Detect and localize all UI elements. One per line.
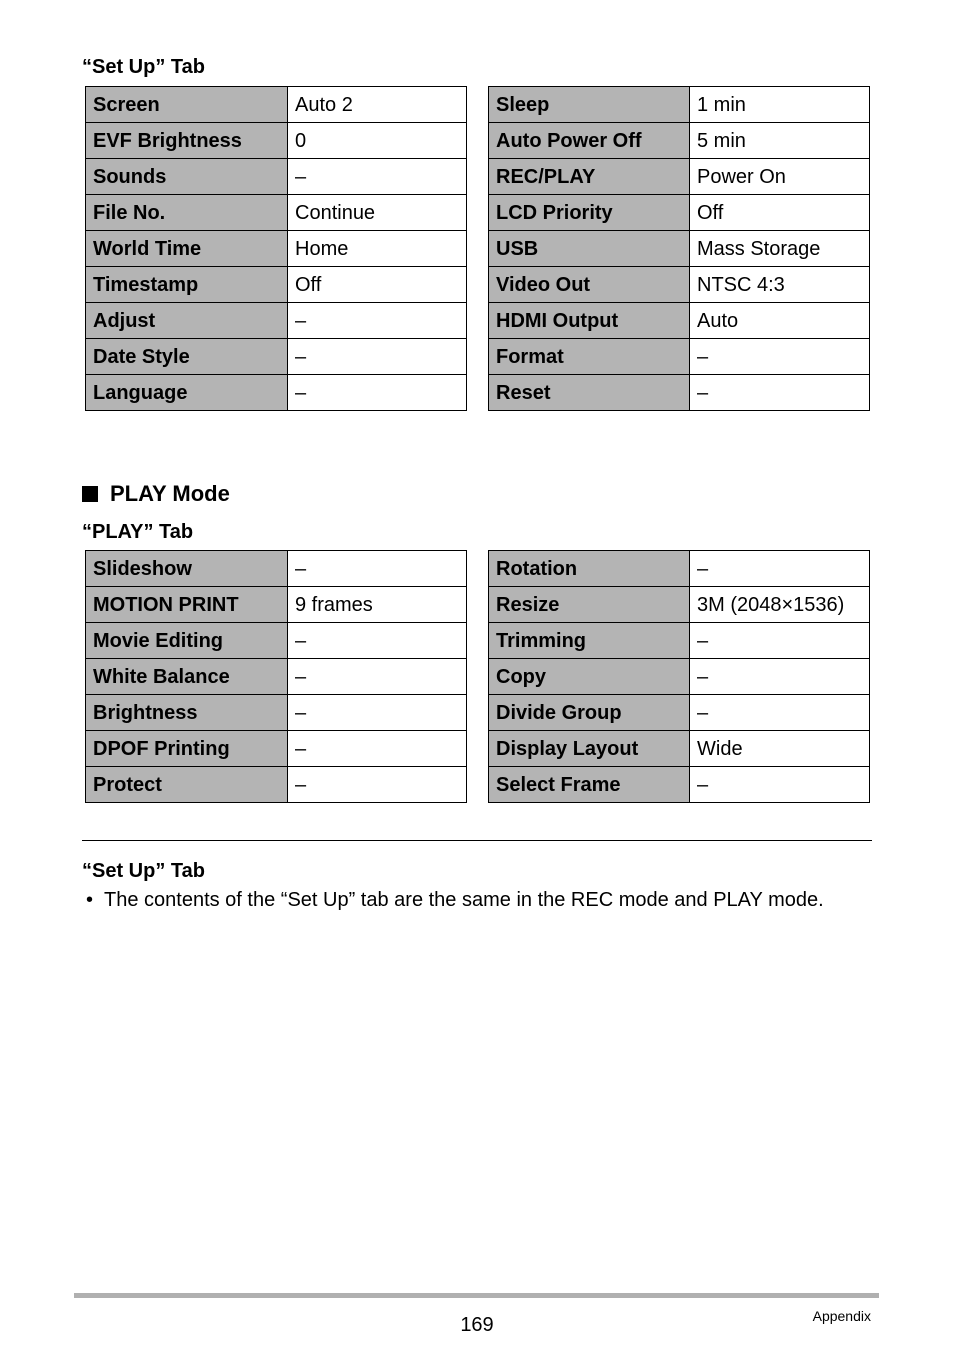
setting-name: LCD Priority [489, 195, 690, 231]
setup-note-text: The contents of the “Set Up” tab are the same in the REC mode and PLAY mode. [104, 889, 824, 911]
table-row [86, 731, 467, 767]
table-row [86, 339, 467, 375]
table-row [489, 195, 870, 231]
section-divider [82, 840, 872, 841]
setting-name: Sounds [86, 159, 288, 195]
setting-value: – [288, 159, 467, 195]
footer-section-label: Appendix [812, 1308, 871, 1324]
setting-name: Protect [86, 767, 288, 803]
table-row [489, 695, 870, 731]
table-row [489, 231, 870, 267]
setup-note [86, 888, 824, 912]
setting-name: Reset [489, 375, 690, 411]
setting-value: Home [288, 231, 467, 267]
setting-value: – [288, 303, 467, 339]
setting-name: Auto Power Off [489, 123, 690, 159]
play-mode-title-text: PLAY Mode [110, 481, 230, 506]
setting-name: Brightness [86, 695, 288, 731]
setting-value: Continue [288, 195, 467, 231]
setting-name: Language [86, 375, 288, 411]
table-row [489, 551, 870, 587]
setting-value: – [690, 551, 870, 587]
setting-value: Auto [690, 303, 870, 339]
table-row [489, 339, 870, 375]
setting-value: – [288, 659, 467, 695]
setting-name: Movie Editing [86, 623, 288, 659]
setting-name: Resize [489, 587, 690, 623]
setting-name: HDMI Output [489, 303, 690, 339]
setting-name: Timestamp [86, 267, 288, 303]
setup-tab-heading: “Set Up” Tab [82, 56, 205, 78]
page-number: 169 [460, 1314, 494, 1336]
table-row [489, 87, 870, 123]
table-row [86, 551, 467, 587]
table-row [489, 623, 870, 659]
setting-name: Format [489, 339, 690, 375]
setting-value: Power On [690, 159, 870, 195]
setting-value: 9 frames [288, 587, 467, 623]
setting-name: USB [489, 231, 690, 267]
play-table-left [85, 550, 467, 803]
table-row [489, 123, 870, 159]
setup-table-left [85, 86, 467, 411]
play-mode-title [82, 481, 230, 507]
setting-name: DPOF Printing [86, 731, 288, 767]
setting-name: File No. [86, 195, 288, 231]
setting-value: NTSC 4:3 [690, 267, 870, 303]
table-row [489, 267, 870, 303]
setup-table-right [488, 86, 870, 411]
setting-name: Screen [86, 87, 288, 123]
setting-value: 0 [288, 123, 467, 159]
table-row [86, 123, 467, 159]
table-row [489, 303, 870, 339]
setting-value: – [288, 767, 467, 803]
black-square-icon [82, 486, 98, 502]
setting-value: 1 min [690, 87, 870, 123]
setting-value: – [288, 339, 467, 375]
setup-play-heading: “Set Up” Tab [82, 860, 205, 882]
setting-value: – [288, 551, 467, 587]
table-row [489, 731, 870, 767]
setting-name: Select Frame [489, 767, 690, 803]
setting-value: Wide [690, 731, 870, 767]
setting-value: – [288, 731, 467, 767]
setting-name: EVF Brightness [86, 123, 288, 159]
play-tab-heading: “PLAY” Tab [82, 521, 194, 543]
setting-value: – [690, 767, 870, 803]
setting-name: White Balance [86, 659, 288, 695]
table-row [489, 767, 870, 803]
bullet-icon: • [86, 889, 94, 911]
setting-value: – [288, 375, 467, 411]
setting-value: 5 min [690, 123, 870, 159]
table-row [86, 659, 467, 695]
setting-value: 3M (2048×1536) [690, 587, 870, 623]
table-row [86, 695, 467, 731]
setting-name: MOTION PRINT [86, 587, 288, 623]
setting-name: Video Out [489, 267, 690, 303]
table-row [489, 159, 870, 195]
setting-value: – [690, 695, 870, 731]
setting-value: – [690, 375, 870, 411]
table-row [86, 231, 467, 267]
setting-value: Mass Storage [690, 231, 870, 267]
setting-name: Adjust [86, 303, 288, 339]
table-row [86, 767, 467, 803]
table-row [86, 303, 467, 339]
setting-name: Date Style [86, 339, 288, 375]
setting-name: World Time [86, 231, 288, 267]
setting-name: REC/PLAY [489, 159, 690, 195]
setting-value: – [690, 623, 870, 659]
setting-name: Rotation [489, 551, 690, 587]
table-row [86, 159, 467, 195]
setting-value: Off [690, 195, 870, 231]
table-row [86, 375, 467, 411]
setting-name: Copy [489, 659, 690, 695]
setting-value: Auto 2 [288, 87, 467, 123]
setting-name: Slideshow [86, 551, 288, 587]
table-row [489, 659, 870, 695]
table-row [86, 587, 467, 623]
setting-value: – [690, 339, 870, 375]
table-row [489, 587, 870, 623]
setting-value: Off [288, 267, 467, 303]
table-row [489, 375, 870, 411]
table-row [86, 195, 467, 231]
play-table-right [488, 550, 870, 803]
setting-name: Divide Group [489, 695, 690, 731]
setting-name: Sleep [489, 87, 690, 123]
setting-value: – [288, 695, 467, 731]
table-row [86, 623, 467, 659]
setting-value: – [288, 623, 467, 659]
setting-name: Trimming [489, 623, 690, 659]
table-row [86, 87, 467, 123]
setting-value: – [690, 659, 870, 695]
footer-bar [74, 1293, 879, 1298]
setting-name: Display Layout [489, 731, 690, 767]
table-row [86, 267, 467, 303]
